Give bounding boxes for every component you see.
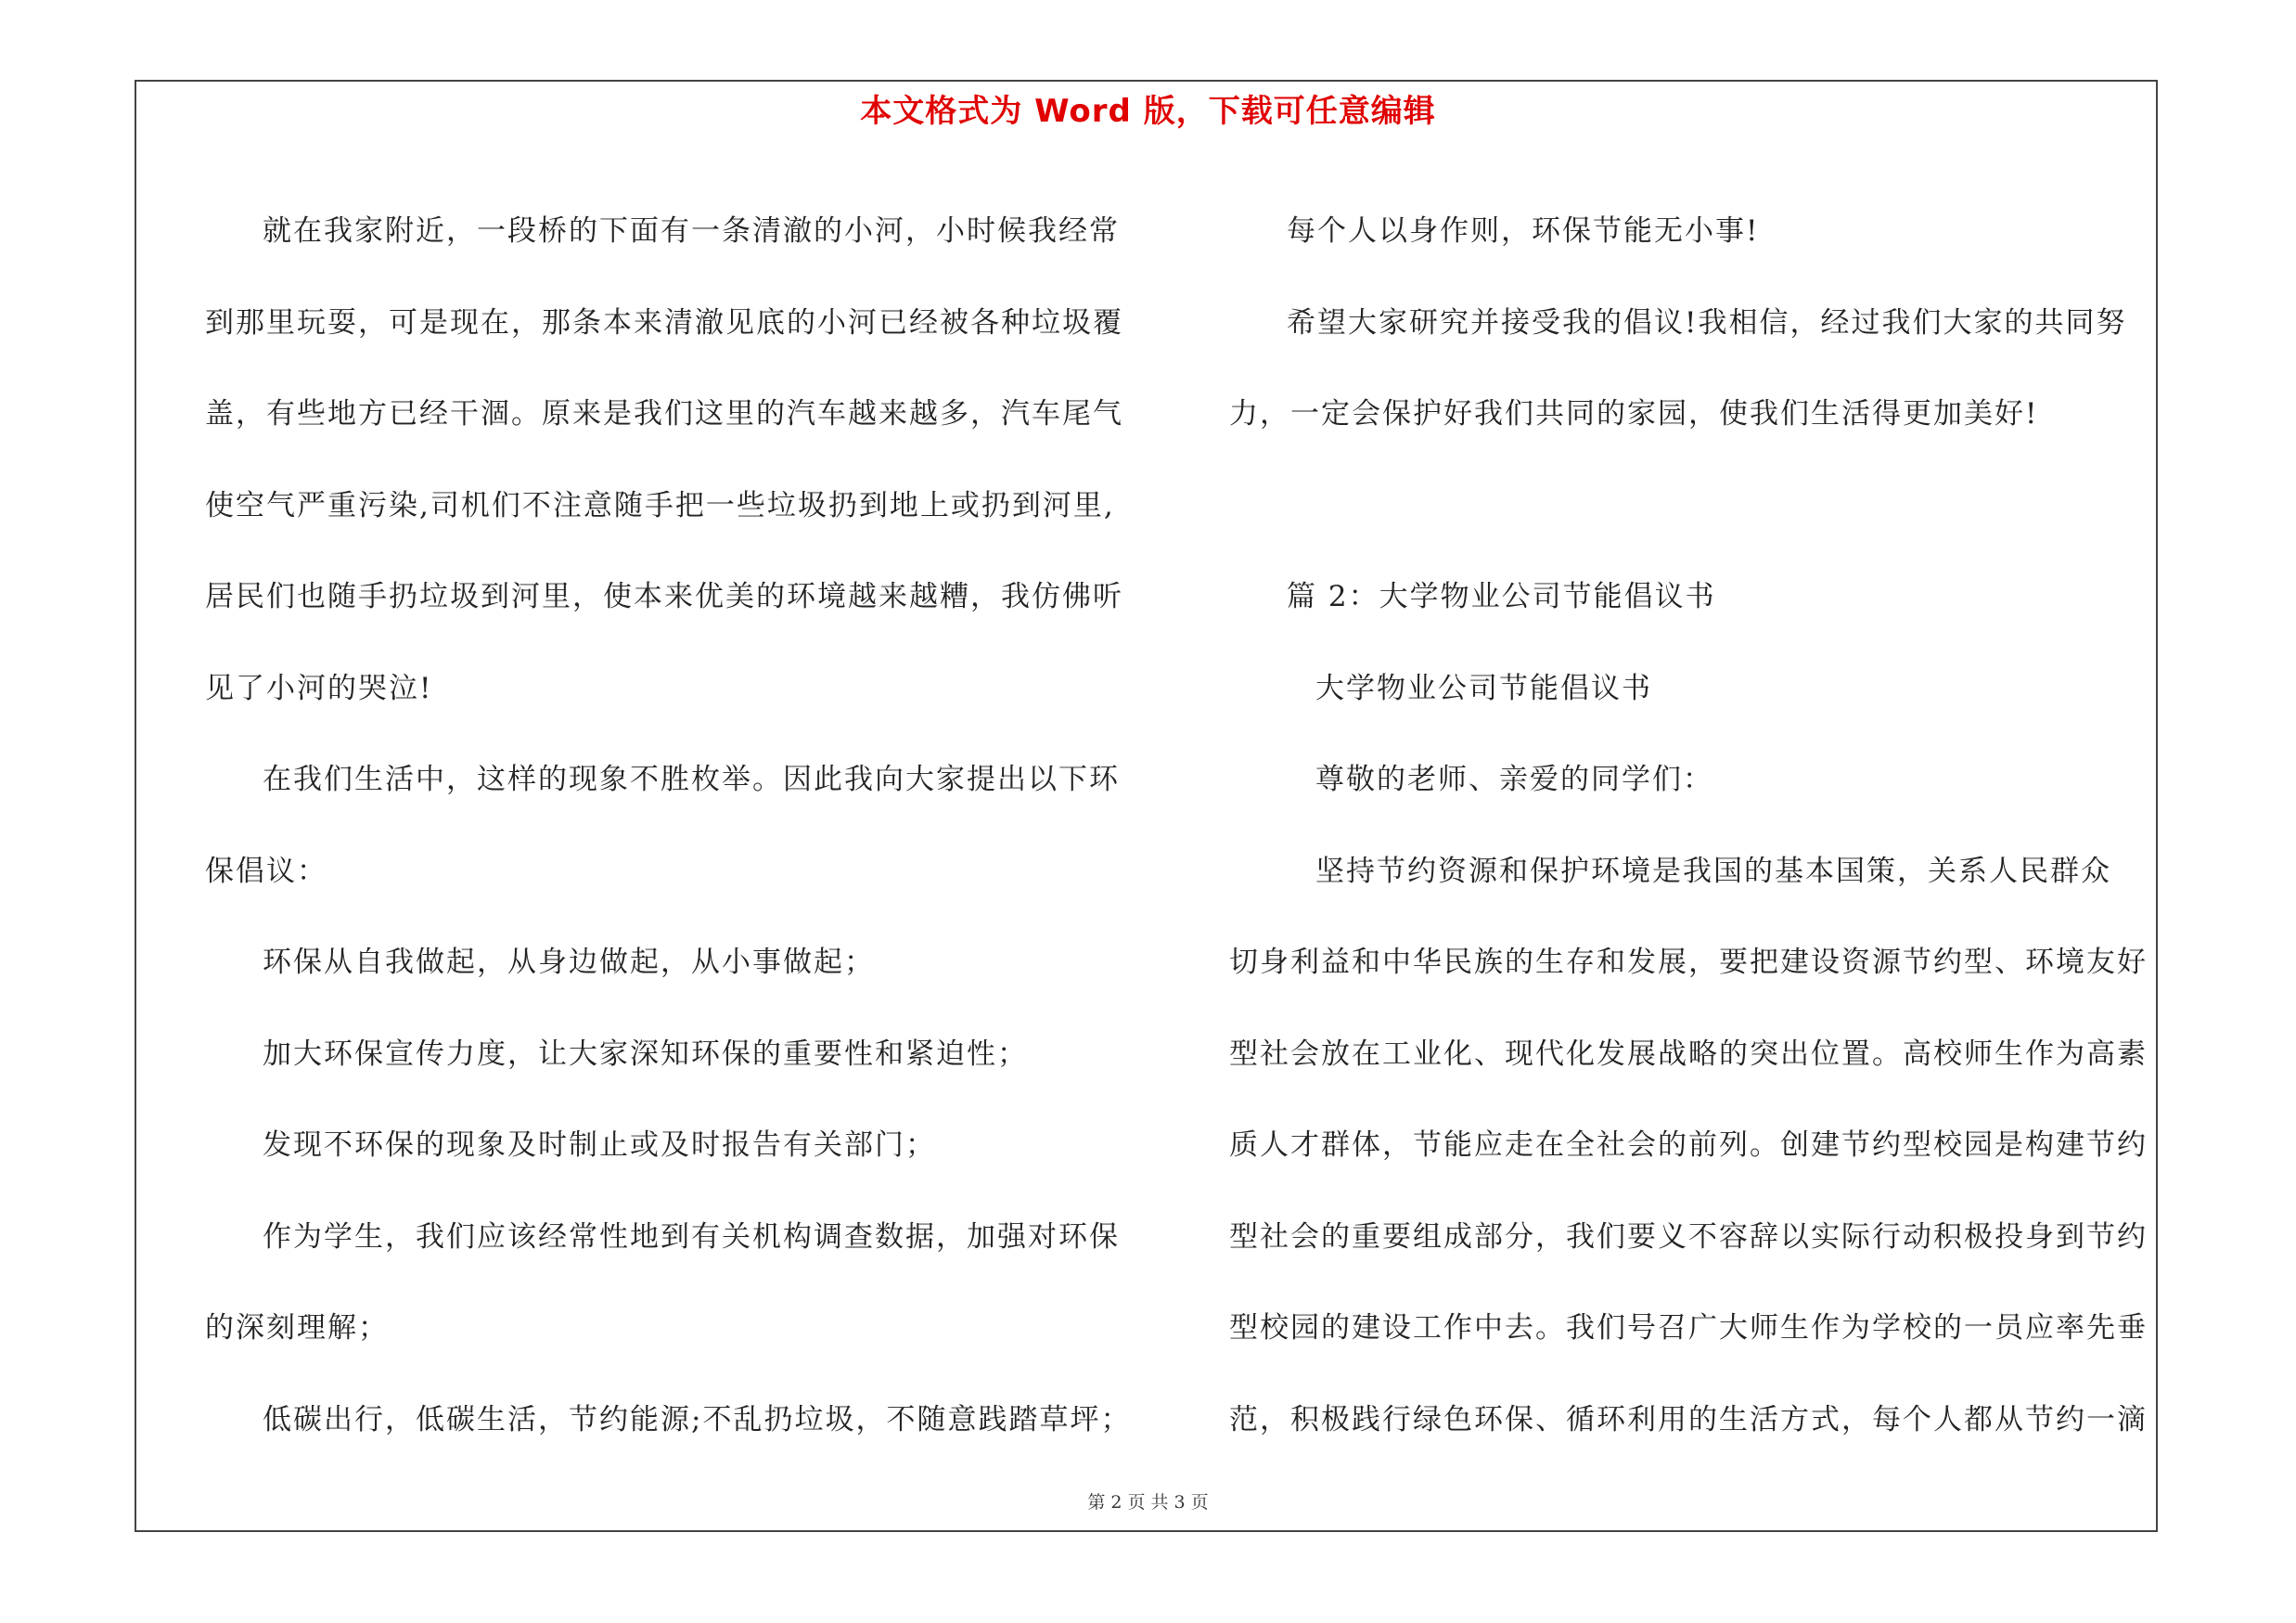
paragraph-line: 就在我家附近，一段桥的下面有一条清澈的小河，小时候我经常 [263,214,1120,248]
paragraph-line: 加大环保宣传力度，让大家深知环保的重要性和紧迫性； [263,1037,1028,1071]
paragraph-line: 坚持节约资源和保护环境是我国的基本国策，关系人民群众 [1315,854,2111,888]
paragraph-line: 见了小河的哭泣! [205,671,433,705]
paragraph-line: 盖，有些地方已经干涸。原来是我们这里的汽车越来越多，汽车尾气 [205,397,1123,431]
paragraph-line: 环保从自我做起，从身边做起，从小事做起； [263,946,875,979]
paragraph-line: 力，一定会保护好我们共同的家园，使我们生活得更加美好! [1229,397,2039,431]
document-title: 大学物业公司节能倡议书 [1315,671,1652,705]
page-number: 第 2 页 共 3 页 [1087,1492,1209,1513]
paragraph-line: 作为学生，我们应该经常性地到有关机构调查数据，加强对环保 [263,1219,1120,1254]
paragraph-line: 切身利益和中华民族的生存和发展，要把建设资源节约型、环境友好 [1229,946,2148,979]
paragraph-line: 范，积极践行绿色环保、循环利用的生活方式，每个人都从节约一滴 [1229,1402,2148,1436]
word-format-banner: 本文格式为 Word 版，下载可任意编辑 [860,93,1436,130]
section-heading: 篇 2：大学物业公司节能倡议书 [1287,580,1716,613]
paragraph-line: 希望大家研究并接受我的倡议!我相信，经过我们大家的共同努 [1287,305,2127,340]
paragraph-line: 使空气严重污染,司机们不注意随手把一些垃圾扔到地上或扔到河里, [205,488,1115,522]
paragraph-line: 质人才群体，节能应走在全社会的前列。创建节约型校园是构建节约 [1229,1128,2148,1162]
paragraph-line: 发现不环保的现象及时制止或及时报告有关部门； [263,1128,936,1162]
left-column [205,186,1133,1465]
paragraph-line: 到那里玩耍，可是现在，那条本来清澈见底的小河已经被各种垃圾覆 [205,305,1123,340]
blank-line [1229,460,2157,552]
paragraph-line: 型校园的建设工作中去。我们号召广大师生作为学校的一员应率先垂 [1229,1311,2148,1345]
paragraph-line: 在我们生活中，这样的现象不胜枚举。因此我向大家提出以下环 [263,763,1120,796]
paragraph-line: 每个人以身作则，环保节能无小事! [1287,214,1760,248]
paragraph-line: 保倡议： [205,854,327,888]
paragraph-line: 低碳出行，低碳生活，节约能源;不乱扔垃圾，不随意践踏草坪； [263,1402,1132,1436]
paragraph-line: 的深刻理解； [205,1311,389,1345]
paragraph-line: 居民们也随手扔垃圾到河里，使本来优美的环境越来越糟，我仿佛听 [205,580,1123,613]
paragraph-line: 型社会放在工业化、现代化发展战略的突出位置。高校师生作为高素 [1229,1037,2148,1071]
salutation: 尊敬的老师、亲爱的同学们： [1315,763,1713,796]
paragraph-line: 型社会的重要组成部分，我们要义不容辞以实际行动积极投身到节约 [1229,1219,2148,1254]
right-column [1229,186,2157,1465]
